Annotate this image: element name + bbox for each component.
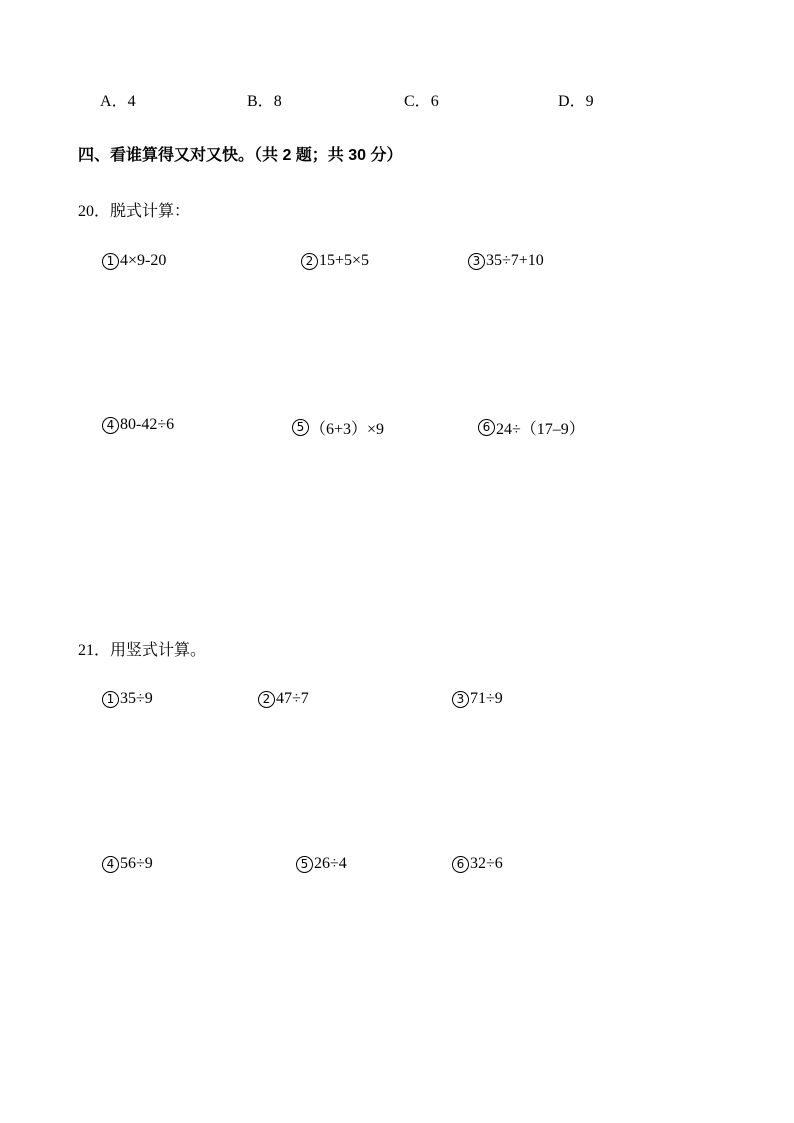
q21-item-5 xyxy=(296,855,347,873)
choice-d-letter: D xyxy=(558,93,570,110)
expression: 15+5×5 xyxy=(319,252,370,269)
circled-number: 6 xyxy=(452,856,469,873)
choice-b-value: 8 xyxy=(273,93,282,110)
circled-number: 5 xyxy=(292,419,309,436)
q21-item-6 xyxy=(452,855,503,873)
expression: 4×9-20 xyxy=(120,252,167,269)
q20-item-3 xyxy=(468,252,544,270)
circled-number: 2 xyxy=(258,691,275,708)
circled-number: 3 xyxy=(468,253,485,270)
q20-item-2 xyxy=(301,252,369,270)
section-title: 四、看谁算得又对又快。（共 2 题；共 30 分） xyxy=(78,147,403,164)
expression: 24÷（17–9） xyxy=(496,421,585,438)
circled-number: 4 xyxy=(102,417,119,434)
q20-item-1 xyxy=(102,252,166,270)
q21-item-4 xyxy=(102,855,153,873)
choice-c-value: 6 xyxy=(430,93,439,110)
question-20-label: 20．脱式计算： xyxy=(78,203,191,220)
expression: 80-42÷6 xyxy=(120,416,175,433)
choice-a-value: 4 xyxy=(127,93,136,110)
choice-d: D．9 xyxy=(558,93,594,110)
q20-item-5 xyxy=(292,416,384,439)
question-21-label: 21．用竖式计算。 xyxy=(78,642,207,659)
choice-c: C．6 xyxy=(404,93,439,110)
expression: 32÷6 xyxy=(470,855,503,872)
expression: 71÷9 xyxy=(470,690,503,707)
circled-number: 3 xyxy=(452,691,469,708)
expression: （6+3）×9 xyxy=(310,421,385,438)
circled-number: 1 xyxy=(102,691,119,708)
expression: 35÷9 xyxy=(120,690,153,707)
q20-item-4 xyxy=(102,416,174,434)
q21-item-2 xyxy=(258,690,309,708)
q21-item-1 xyxy=(102,690,153,708)
choice-b-letter: B xyxy=(247,93,258,110)
expression: 47÷7 xyxy=(276,690,309,707)
choice-b: B．8 xyxy=(247,93,282,110)
circled-number: 2 xyxy=(301,253,318,270)
circled-number: 6 xyxy=(478,419,495,436)
choice-d-value: 9 xyxy=(585,93,594,110)
choice-a: A．4 xyxy=(100,93,136,110)
expression: 26÷4 xyxy=(314,855,347,872)
circled-number: 1 xyxy=(102,253,119,270)
q20-item-6 xyxy=(478,416,585,439)
expression: 35÷7+10 xyxy=(486,252,544,269)
choice-c-letter: C xyxy=(404,93,415,110)
circled-number: 5 xyxy=(296,856,313,873)
choice-a-letter: A xyxy=(100,93,112,110)
q21-item-3 xyxy=(452,690,503,708)
expression: 56÷9 xyxy=(120,855,153,872)
circled-number: 4 xyxy=(102,856,119,873)
